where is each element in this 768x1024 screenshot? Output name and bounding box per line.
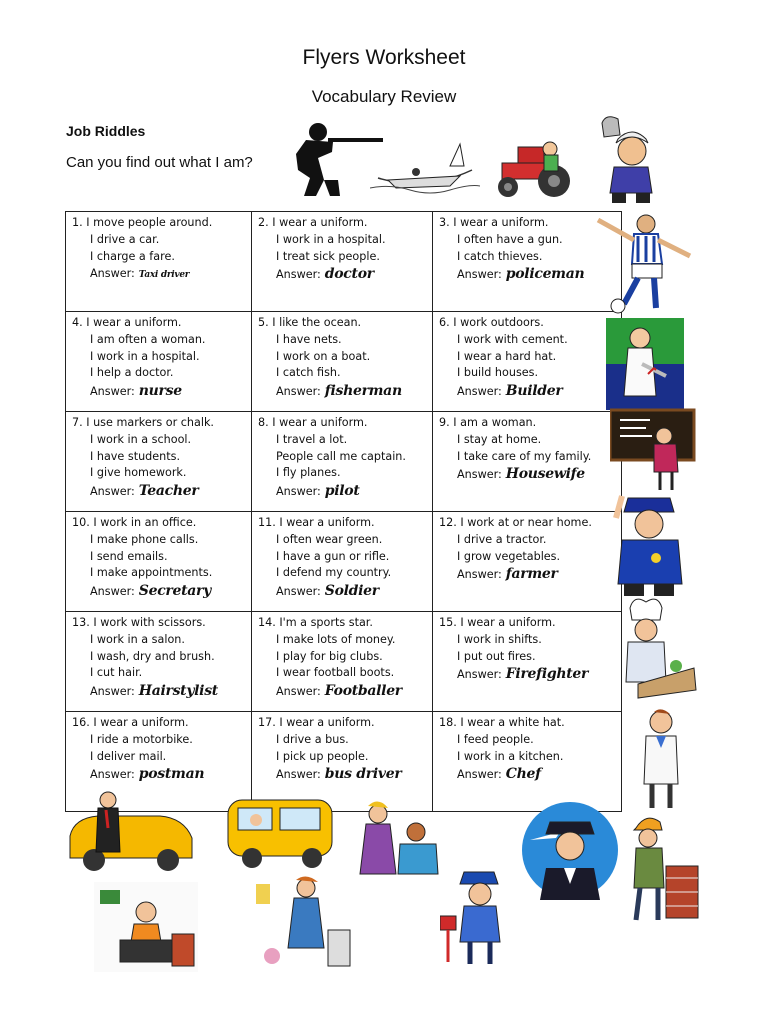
answer-label: Answer: — [457, 568, 502, 582]
answer-label: Answer: — [276, 768, 321, 782]
riddle-clue-line: I charge a fare. — [90, 249, 175, 263]
handwritten-answer: pilot — [324, 483, 360, 500]
riddle-clue-line: I work in a school. — [90, 432, 192, 446]
riddle-first-line: 5. I like the ocean. — [258, 316, 362, 329]
riddle-clue-line: I travel a lot. — [276, 432, 348, 446]
riddle-cell-8 — [252, 412, 433, 512]
riddle-clue-line: I grow vegetables. — [457, 549, 561, 563]
riddle-clue-line: I wash, dry and brush. — [90, 649, 215, 663]
riddle-clue-line: I work with cement. — [457, 332, 568, 346]
answer-row — [72, 766, 245, 784]
riddle-row — [66, 212, 622, 312]
riddle-clue-line: I fly planes. — [276, 466, 341, 480]
riddle-clue-line: I make appointments. — [90, 566, 213, 580]
riddle-first-line: 12. I work at or near home. — [439, 516, 592, 529]
riddle-clue-line: I feed people. — [457, 732, 534, 746]
riddle-clue-line: I treat sick people. — [276, 249, 380, 263]
answer-label: Answer: — [90, 267, 135, 281]
taxi-driver-illustration — [64, 788, 196, 874]
riddle-cell-10 — [66, 512, 252, 612]
answer-row — [258, 683, 426, 701]
riddle-clue-line: I wear football boots. — [276, 666, 395, 680]
answer-label: Answer: — [457, 768, 502, 782]
postman-illustration — [440, 866, 516, 966]
answer-label: Answer: — [90, 768, 135, 782]
riddle-cell-1 — [66, 212, 252, 312]
riddle-clue-line: I put out fires. — [457, 649, 536, 663]
footballer-illustration — [594, 212, 694, 316]
doctor-illustration — [640, 708, 682, 812]
fisherman-boat-illustration — [370, 140, 480, 198]
riddle-clue-line: I stay at home. — [457, 432, 542, 446]
riddle-clue-line: I drive a tractor. — [457, 532, 547, 546]
question-prompt: Can you find out what I am? — [66, 154, 253, 171]
handwritten-answer: Teacher — [138, 483, 199, 500]
riddle-clue-line: I wear a hard hat. — [457, 349, 557, 363]
answer-label: Answer: — [90, 585, 135, 599]
answer-row — [439, 566, 615, 584]
pilot-illustration — [520, 800, 620, 900]
riddle-first-line: 1. I move people around. — [72, 216, 213, 229]
answer-row — [72, 483, 245, 501]
riddle-first-line: 16. I wear a uniform. — [72, 716, 189, 729]
handwritten-answer: fisherman — [324, 383, 402, 400]
riddle-first-line: 13. I work with scissors. — [72, 616, 206, 629]
riddle-cell-13 — [66, 612, 252, 712]
riddle-clue-line: I often have a gun. — [457, 232, 563, 246]
riddle-clue-line: I make phone calls. — [90, 532, 199, 546]
riddle-clue-line: I have students. — [90, 449, 181, 463]
riddle-cell-15 — [433, 612, 622, 712]
answer-row — [258, 583, 426, 601]
nurse-illustration — [606, 318, 684, 410]
handwritten-answer: Firefighter — [505, 666, 589, 683]
riddle-clue-line: I work in shifts. — [457, 632, 542, 646]
riddle-clue-line: I cut hair. — [90, 666, 143, 680]
section-title: Job Riddles — [66, 123, 146, 139]
answer-row — [439, 266, 615, 284]
bus-driver-illustration — [222, 790, 336, 870]
answer-label: Answer: — [276, 585, 321, 599]
firefighter-illustration — [584, 113, 664, 205]
riddle-cell-5 — [252, 312, 433, 412]
answer-label: Answer: — [276, 385, 321, 399]
riddle-clue-line: I have a gun or rifle. — [276, 549, 390, 563]
riddle-row — [66, 412, 622, 512]
riddle-clue-line: I catch thieves. — [457, 249, 543, 263]
riddle-clue-line: I deliver mail. — [90, 749, 167, 763]
riddle-clue-line: I give homework. — [90, 466, 187, 480]
riddle-clue-line: I build houses. — [457, 366, 539, 380]
handwritten-answer: Hairstylist — [138, 683, 218, 700]
riddle-clue-line: I pick up people. — [276, 749, 369, 763]
riddle-first-line: 14. I'm a sports star. — [258, 616, 373, 629]
riddle-clue-line: I work on a boat. — [276, 349, 371, 363]
answer-row — [72, 266, 245, 284]
answer-label: Answer: — [457, 668, 502, 682]
riddle-cell-4 — [66, 312, 252, 412]
page-subtitle: Vocabulary Review — [311, 87, 457, 106]
handwritten-answer: Soldier — [324, 583, 379, 600]
answer-label: Answer: — [276, 485, 321, 499]
riddle-first-line: 6. I work outdoors. — [439, 316, 544, 329]
answer-row — [439, 766, 615, 784]
handwritten-answer: Chef — [505, 766, 541, 783]
riddle-cell-7 — [66, 412, 252, 512]
riddle-clue-line: I send emails. — [90, 549, 168, 563]
handwritten-answer: Housewife — [505, 466, 585, 483]
riddle-first-line: 2. I wear a uniform. — [258, 216, 368, 229]
handwritten-answer: Builder — [505, 383, 563, 400]
riddle-first-line: 10. I work in an office. — [72, 516, 197, 529]
riddle-clue-line: I take care of my family. — [457, 449, 592, 463]
page-title: Flyers Worksheet — [302, 46, 466, 69]
builder-illustration — [628, 812, 700, 924]
riddle-clue-line: I drive a bus. — [276, 732, 349, 746]
riddle-clue-line: I work in a kitchen. — [457, 749, 564, 763]
riddle-row — [66, 512, 622, 612]
answer-row — [439, 666, 615, 684]
answer-row — [72, 583, 245, 601]
riddle-clue-line: People call me captain. — [276, 449, 406, 463]
handwritten-answer: Footballer — [324, 683, 402, 700]
riddle-clue-line: I help a doctor. — [90, 366, 174, 380]
answer-row — [72, 383, 245, 401]
riddle-clue-line: I ride a motorbike. — [90, 732, 193, 746]
riddle-clue-line: I often wear green. — [276, 532, 383, 546]
handwritten-answer: policeman — [505, 266, 585, 283]
riddle-clue-line: I make lots of money. — [276, 632, 396, 646]
riddle-first-line: 18. I wear a white hat. — [439, 716, 565, 729]
handwritten-answer: nurse — [138, 383, 182, 400]
riddle-row — [66, 312, 622, 412]
answer-row — [258, 483, 426, 501]
hairdresser-illustration — [356, 798, 442, 882]
riddle-first-line: 4. I wear a uniform. — [72, 316, 182, 329]
answer-row — [258, 766, 426, 784]
riddle-row — [66, 612, 622, 712]
teacher-illustration — [610, 408, 696, 492]
policeman-illustration — [612, 488, 688, 598]
handwritten-answer: postman — [138, 766, 205, 783]
riddle-clue-line: I defend my country. — [276, 566, 392, 580]
riddle-clue-line: I have nets. — [276, 332, 342, 346]
answer-row — [439, 383, 615, 401]
chef-illustration — [604, 594, 704, 714]
riddle-first-line: 9. I am a woman. — [439, 416, 537, 429]
tractor-farmer-illustration — [488, 135, 583, 200]
handwritten-answer: doctor — [324, 266, 374, 283]
answer-row — [439, 466, 615, 484]
handwritten-answer: farmer — [505, 566, 558, 583]
riddle-first-line: 17. I wear a uniform. — [258, 716, 375, 729]
answer-label: Answer: — [457, 268, 502, 282]
riddle-first-line: 3. I wear a uniform. — [439, 216, 549, 229]
answer-label: Answer: — [90, 385, 135, 399]
answer-row — [258, 266, 426, 284]
answer-label: Answer: — [276, 685, 321, 699]
riddle-clue-line: I work in a hospital. — [90, 349, 200, 363]
riddle-first-line: 11. I wear a uniform. — [258, 516, 375, 529]
answer-row — [258, 383, 426, 401]
riddle-clue-line: I drive a car. — [90, 232, 160, 246]
answer-label: Answer: — [276, 268, 321, 282]
riddle-cell-18 — [433, 712, 622, 812]
answer-row — [72, 683, 245, 701]
riddle-cell-9 — [433, 412, 622, 512]
housewife-illustration — [248, 874, 352, 974]
riddle-cell-14 — [252, 612, 433, 712]
answer-label: Answer: — [90, 485, 135, 499]
riddle-clue-line: I work in a hospital. — [276, 232, 386, 246]
riddles-table — [65, 211, 622, 812]
answer-label: Answer: — [90, 685, 135, 699]
answer-label: Answer: — [457, 385, 502, 399]
riddle-clue-line: I am often a woman. — [90, 332, 206, 346]
riddle-clue-line: I play for big clubs. — [276, 649, 383, 663]
handwritten-answer: Taxi driver — [138, 270, 190, 281]
riddle-clue-line: I catch fish. — [276, 366, 341, 380]
riddle-clue-line: I work in a salon. — [90, 632, 185, 646]
secretary-illustration — [94, 882, 198, 972]
riddle-cell-11 — [252, 512, 433, 612]
riddle-first-line: 15. I wear a uniform. — [439, 616, 556, 629]
answer-label: Answer: — [457, 468, 502, 482]
riddle-cell-12 — [433, 512, 622, 612]
riddle-cell-6 — [433, 312, 622, 412]
riddle-first-line: 8. I wear a uniform. — [258, 416, 368, 429]
handwritten-answer: Secretary — [138, 583, 211, 600]
riddle-cell-2 — [252, 212, 433, 312]
riddle-first-line: 7. I use markers or chalk. — [72, 416, 214, 429]
handwritten-answer: bus driver — [324, 766, 402, 783]
